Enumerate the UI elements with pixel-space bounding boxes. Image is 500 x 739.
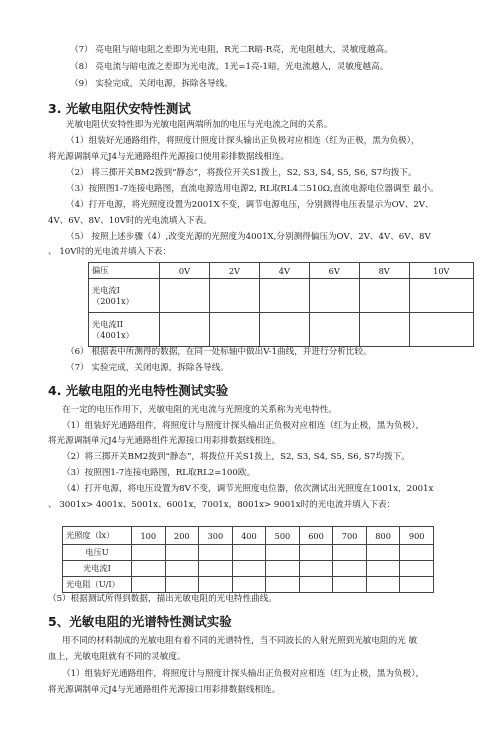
text-line: 将光源调制单元J4与光通路组件光源接口使用彩排数据线相连。 bbox=[48, 152, 289, 162]
text-line: （1）组装好光通路组件，将照度计与照度计探头输出正负极对应相连（红为止极，黑为负极）， bbox=[62, 669, 425, 679]
row-label bbox=[89, 279, 160, 313]
table-header-cell: 100 bbox=[132, 527, 166, 545]
table-header-cell: 8V bbox=[359, 263, 409, 279]
section-heading: 5、光敏电阻的光谱特性测试实验 bbox=[48, 614, 232, 629]
table-row bbox=[89, 279, 474, 313]
table-cell bbox=[299, 561, 333, 577]
text-line: （4）打开电源，将光照度设置为2001X不变，调节电源电压，分别测得电压表显示为OV、2V、 bbox=[66, 200, 434, 210]
table-cell bbox=[409, 313, 473, 347]
table-cell bbox=[165, 577, 199, 593]
table-header-row bbox=[63, 527, 434, 545]
table-cell bbox=[266, 545, 300, 561]
table-cell bbox=[132, 545, 166, 561]
table-cell bbox=[209, 313, 259, 347]
table-row bbox=[63, 577, 434, 593]
table-cell bbox=[299, 577, 333, 593]
table-cell bbox=[160, 279, 210, 313]
row-label-line: （4001x） bbox=[92, 329, 134, 340]
section-heading: 4. 光敏电阻的光电特性测试实验 bbox=[48, 383, 229, 398]
table-row bbox=[89, 313, 474, 347]
table-header-cell: 400 bbox=[232, 527, 266, 545]
table-cell bbox=[333, 545, 367, 561]
table-header-cell: 6V bbox=[309, 263, 359, 279]
text-line: （1）组装好光通路组件，将照度计与照度计探头输出正负极对应相连（红为止极，黑为负极）， bbox=[62, 421, 425, 431]
table-header-cell: 800 bbox=[366, 527, 400, 545]
text-line: 将光源调制单元J4与光通路组件光源接口用彩排数据线相连。 bbox=[48, 685, 281, 695]
text-line: （9） 实验完成，关闭电源，拆除各导线。 bbox=[70, 79, 233, 89]
table-cell bbox=[132, 577, 166, 593]
table-cell bbox=[366, 577, 400, 593]
light-table bbox=[62, 526, 434, 593]
table-header-cell: 200 bbox=[165, 527, 199, 545]
text-line: 、 3001x> 4001x、5001x、6001x，7001x，8001x> 9001x时的光电流并填入下表： bbox=[48, 500, 396, 510]
table-cell bbox=[209, 279, 259, 313]
table-cell bbox=[132, 561, 166, 577]
text-line: 光敏电阻伏安特性即为光敏电阻两端所加的电压与光电流之间的关系。 bbox=[66, 120, 333, 130]
text-line: （2） 将三掷开关BM2拨到“静态”，将拨位开关S1拨上，S2, S3, S4, S5, S6, S7均拨下。 bbox=[66, 168, 417, 178]
table-cell bbox=[199, 561, 233, 577]
text-line: （4）打开电源，将电压设置为8V不变，调节光照度电位器，依次测试出光照度在1001x，2001x bbox=[62, 484, 434, 494]
text-line: （3）按照图1-7连接电路图，RL取RL2=100欧。 bbox=[62, 468, 256, 478]
table-cell bbox=[409, 279, 473, 313]
table-cell bbox=[400, 561, 434, 577]
table-cell bbox=[309, 313, 359, 347]
text-line: （6） 根据表中所测得的数据，在同一处标轴中做出V-1曲线，并进行分析比较。 bbox=[66, 347, 372, 357]
text-line: （8） 亮电流与暗电流之差即为光电流，1光=1亮-1暗，光电流越人，灵敏度越高。 bbox=[70, 62, 389, 72]
table-header-cell: 700 bbox=[333, 527, 367, 545]
table-header-cell: 10V bbox=[409, 263, 473, 279]
table-header-cell: 4V bbox=[259, 263, 309, 279]
table-cell bbox=[266, 577, 300, 593]
text-line: （3）按照图1-7连接电路图，直流电源选用电源2, RL取RL4二510Ω,直流电源电位器调至 最小。 bbox=[66, 184, 439, 194]
text-line: （7） 亮电阻与暗电阻之差即为光电阻，R光二R暗-R亮，光电阻越大，灵敏度越高。 bbox=[70, 45, 393, 55]
table-row bbox=[63, 561, 434, 577]
text-line: 血上，光敏电阻就有不同的灵敏度。 bbox=[48, 652, 186, 662]
table-header-cell: 0V bbox=[160, 263, 210, 279]
row-label: 电压U bbox=[63, 545, 132, 561]
table-cell bbox=[359, 279, 409, 313]
table-cell bbox=[199, 545, 233, 561]
text-line: （1）组装好光通路组件，将照度计照度计探头输出正负极对应相连（红为正极，黑为负极）， bbox=[66, 136, 420, 146]
table-cell bbox=[359, 313, 409, 347]
row-label-line: 光电流II bbox=[92, 318, 124, 329]
table-header-cell: 600 bbox=[299, 527, 333, 545]
table-header-cell: 500 bbox=[266, 527, 300, 545]
row-label bbox=[89, 313, 160, 347]
row-label: 光电流I bbox=[63, 561, 132, 577]
table-header-cell: 300 bbox=[199, 527, 233, 545]
table-cell bbox=[232, 577, 266, 593]
table-cell bbox=[309, 279, 359, 313]
table-cell bbox=[333, 577, 367, 593]
row-label: 光电阻（U/I） bbox=[63, 577, 132, 593]
table-header-row bbox=[89, 263, 474, 279]
table-cell bbox=[199, 577, 233, 593]
table-header-cell: 900 bbox=[400, 527, 434, 545]
table-header-cell: 2V bbox=[209, 263, 259, 279]
text-line: （2）将三掷开关BM2拨到“静态”，将拨位开关S1拨上，S2, S3, S4, S5, S6, S7均拨下。 bbox=[62, 452, 410, 462]
table-cell bbox=[400, 545, 434, 561]
row-label-line: 光电流I bbox=[92, 284, 120, 295]
table-cell bbox=[400, 577, 434, 593]
table-cell bbox=[232, 545, 266, 561]
iv-table bbox=[88, 262, 474, 347]
text-line: 4V、6V、8V、10V时的光电流填入下表。 bbox=[48, 216, 212, 226]
table-cell bbox=[232, 561, 266, 577]
table-row bbox=[63, 545, 434, 561]
table-cell bbox=[333, 561, 367, 577]
table-cell bbox=[366, 545, 400, 561]
table-cell bbox=[259, 279, 309, 313]
text-line: 用不同的材料制成的光敏电阻有着不同的光谱特性，当不同波长的入射光照到光敏电阻的光 敏 bbox=[62, 636, 418, 646]
text-line: 、 10V时的光电流并填入下表： bbox=[48, 247, 171, 257]
row-label-line: （2001x） bbox=[92, 295, 134, 306]
table-cell bbox=[165, 561, 199, 577]
table-cell bbox=[266, 561, 300, 577]
table-header-cell: 偏压 bbox=[89, 263, 160, 279]
table-cell bbox=[165, 545, 199, 561]
table-cell bbox=[366, 561, 400, 577]
text-line: （5）根据测试所得到数据，描出光敏电阻的光电特性曲线。 bbox=[48, 594, 277, 604]
table-header-cell: 光照度（lx） bbox=[63, 527, 132, 545]
table-cell bbox=[299, 545, 333, 561]
text-line: （5） 按照上述步骤（4）,改变光源的光照度为4001X,分别测得偏压为OV、2V、4V、6V、8V bbox=[66, 232, 431, 242]
text-line: 将光源调制单元J4与光通路组件光源接口用彩排数据线相连。 bbox=[48, 436, 281, 446]
table-cell bbox=[160, 313, 210, 347]
table-cell bbox=[259, 313, 309, 347]
text-line: （7） 实验完成，关闭电源，拆除各导线。 bbox=[66, 363, 229, 373]
section-heading: 3. 光敏电阻伏安特性测试 bbox=[48, 101, 191, 116]
text-line: 在一定的电压作用下，光敏电阻的光电流与光照度的关系称为光电特性。 bbox=[62, 405, 338, 415]
